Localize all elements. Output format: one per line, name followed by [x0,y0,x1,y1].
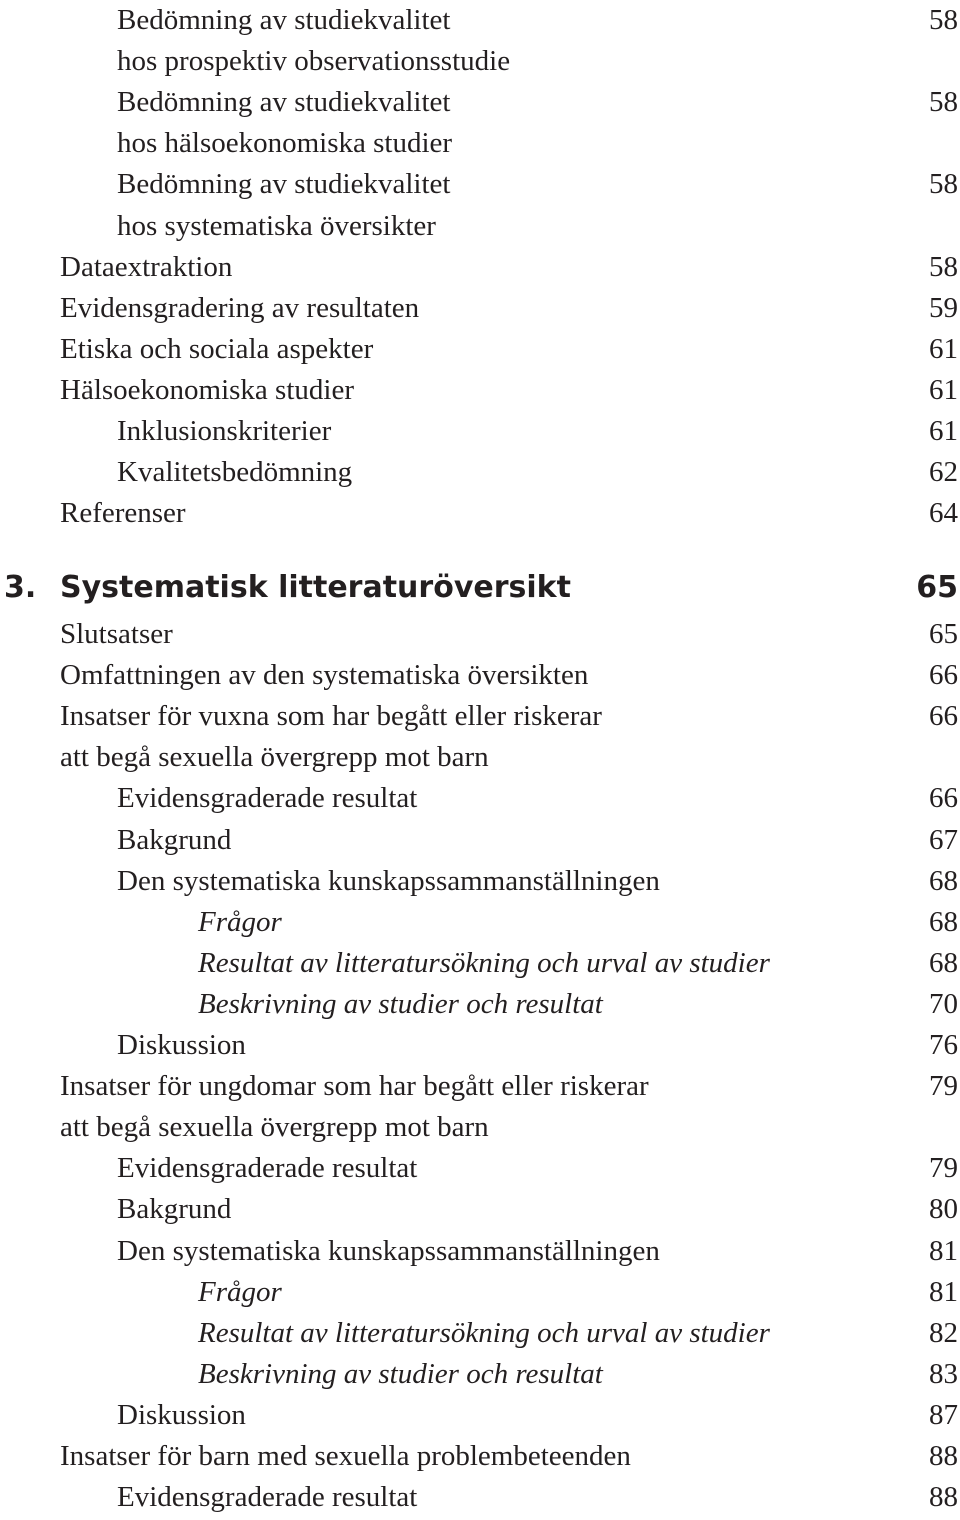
toc-entry[interactable] [0,1395,958,1436]
toc-entry[interactable] [0,696,958,737]
toc-entry-title: Frågor [198,905,282,938]
toc-entry-page-number: 58 [929,168,958,201]
toc-entry-page-number: 61 [929,332,958,365]
toc-entry-title: Bakgrund [117,1193,232,1226]
toc-entry-title: Bedömning av studiekvalitet [117,4,451,36]
toc-entry[interactable] [0,902,958,943]
toc-entry[interactable] [0,452,958,493]
toc-entry-page-number: 87 [929,1398,958,1431]
toc-entry-title: hos hälsoekonomiska studier [117,127,453,160]
toc-entry-page-number: 68 [929,905,958,938]
toc-entry-title: Slutsatser [60,618,173,650]
toc-entry-page-number: 58 [929,250,958,283]
toc-entry-page-number: 81 [929,1275,958,1308]
toc-entry-title: Referenser [60,497,186,530]
toc-entry-page-number: 76 [929,1029,958,1061]
toc-entry-title: hos prospektiv observationsstudie [117,45,511,78]
toc-entry[interactable] [0,41,958,82]
toc-entry[interactable] [0,984,958,1025]
toc-entry[interactable] [0,370,958,411]
toc-entry-page-number: 68 [929,946,958,979]
toc-entry[interactable] [0,1354,958,1395]
chapter-number: 3. [4,570,37,605]
toc-entry-page-number: 65 [929,618,958,650]
toc-entry[interactable] [0,1025,958,1066]
toc-entry[interactable] [0,288,958,329]
toc-entry[interactable] [0,1148,958,1189]
toc-entry-page-number: 58 [929,86,958,119]
toc-entry-title: Inklusionskriterier [117,415,332,447]
toc-entry-title: att begå sexuella övergrepp mot barn [60,741,489,774]
toc-entry[interactable] [0,737,958,778]
toc-entry-page-number: 67 [929,823,958,856]
toc-entry-title: Evidensgraderade resultat [117,1152,418,1185]
toc-entry-page-number: 70 [929,987,958,1020]
toc-entry[interactable] [0,1107,958,1148]
toc-entry-page-number: 82 [929,1316,958,1349]
toc-entry-title: Bedömning av studiekvalitet [117,86,451,119]
toc-entry[interactable] [0,1313,958,1354]
chapter-heading[interactable] [0,564,958,612]
toc-entry-title: hos systematiska översikter [117,209,436,242]
toc-entry-page-number: 83 [929,1357,958,1390]
toc-entry-title: Frågor [198,1275,282,1308]
toc-entry-title: Omfattningen av den systematiska översikten [60,659,589,692]
toc-entry-title: Diskussion [117,1029,246,1061]
toc-entry[interactable] [0,0,958,41]
toc-entry-page-number: 61 [929,415,958,447]
toc-entry[interactable] [0,1189,958,1230]
toc-entry[interactable] [0,1272,958,1313]
toc-entry-title: Dataextraktion [60,250,233,283]
toc-entry-page-number: 88 [929,1440,958,1472]
toc-entry[interactable] [0,247,958,288]
toc-entry-page-number: 88 [929,1481,958,1514]
toc-entry[interactable] [0,329,958,370]
toc-entry[interactable] [0,206,958,247]
toc-entry[interactable] [0,861,958,902]
toc-entry[interactable] [0,614,958,655]
toc-entry[interactable] [0,1477,958,1518]
toc-entry-title: Beskrivning av studier och resultat [198,987,603,1020]
toc-entry-page-number: 58 [929,4,958,36]
toc-entry[interactable] [0,1231,958,1272]
toc-entry-title: Den systematiska kunskapssammanställningen [117,864,660,897]
toc-entry-title: Bakgrund [117,823,232,856]
toc-entry[interactable] [0,1066,958,1107]
toc-entry[interactable] [0,1436,958,1477]
toc-entry[interactable] [0,493,958,534]
toc-entry-title: Evidensgradering av resultaten [60,291,420,324]
toc-entry-title: Bedömning av studiekvalitet [117,168,451,201]
toc-entry-page-number: 66 [929,700,958,733]
toc-entry[interactable] [0,82,958,123]
toc-entry-page-number: 66 [929,782,958,815]
toc-entry-page-number: 68 [929,864,958,897]
toc-entry[interactable] [0,655,958,696]
toc-entry-title: Resultat av litteratursökning och urval av studier [198,1316,770,1349]
toc-entry-title: Etiska och sociala aspekter [60,332,374,365]
toc-entry-title: Insatser för vuxna som har begått eller riskerar [60,700,602,733]
toc-entry[interactable] [0,164,958,205]
toc-entry-title: Resultat av litteratursökning och urval av studier [198,946,770,979]
toc-entry-title: Beskrivning av studier och resultat [198,1357,603,1390]
toc-entry-title: Kvalitetsbedömning [117,456,353,489]
toc-entry-title: Diskussion [117,1398,246,1431]
toc-entry[interactable] [0,778,958,819]
toc-entry-page-number: 59 [929,291,958,324]
chapter-title: Systematisk litteraturöversikt [60,570,571,605]
toc-entry[interactable] [0,411,958,452]
toc-entry-title: Den systematiska kunskapssammanställningen [117,1234,660,1267]
toc-entry-title: Hälsoekonomiska studier [60,373,354,406]
toc-entry[interactable] [0,123,958,164]
toc-entry-page-number: 66 [929,659,958,692]
toc-entry-title: Insatser för barn med sexuella problembeteenden [60,1440,631,1472]
toc-entry-page-number: 81 [929,1234,958,1267]
toc-entry-title: Insatser för ungdomar som har begått eller riskerar [60,1070,649,1103]
toc-entry[interactable] [0,820,958,861]
toc-entry-page-number: 79 [929,1070,958,1103]
toc-entry-page-number: 79 [929,1152,958,1185]
toc-entry-title: Evidensgraderade resultat [117,782,418,815]
toc-entry-page-number: 80 [929,1193,958,1226]
toc-entry-page-number: 61 [929,373,958,406]
toc-entry-title: Evidensgraderade resultat [117,1481,418,1514]
toc-entry-title: att begå sexuella övergrepp mot barn [60,1111,489,1144]
chapter-page-number: 65 [916,570,958,605]
toc-entry[interactable] [0,943,958,984]
toc-entry-page-number: 62 [929,456,958,489]
toc-entry-page-number: 64 [929,497,958,530]
